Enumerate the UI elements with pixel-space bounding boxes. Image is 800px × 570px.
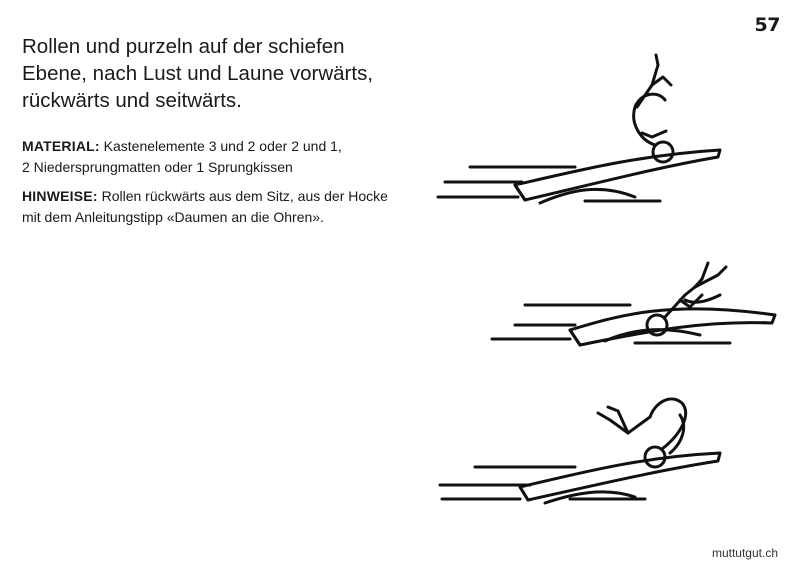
material-label: MATERIAL: — [22, 138, 100, 154]
title-line-1: Rollen und purzeln auf der schiefen — [22, 35, 345, 58]
flat-mat — [570, 309, 775, 345]
sideways-roll-illustration — [480, 255, 780, 365]
title-line-2: Ebene, nach Lust und Laune vorwärts, — [22, 62, 374, 85]
footer-url: muttutgut.ch — [711, 546, 778, 560]
inclined-mat — [515, 150, 720, 203]
hints-label: HINWEISE: — [22, 188, 98, 204]
speed-lines — [438, 167, 660, 201]
hints-text-1: Rollen rückwärts aus dem Sitz, aus der Hocke — [101, 188, 388, 204]
page-title — [22, 33, 402, 114]
hints-text-2: mit dem Anleitungstipp «Daumen an die Ohren». — [22, 209, 324, 225]
material-text-1: Kastenelemente 3 und 2 oder 2 und 1, — [103, 138, 342, 154]
page-number: 57 — [754, 14, 780, 36]
rolling-figure — [634, 55, 673, 162]
forward-roll-illustration — [430, 45, 730, 215]
material-text-2: 2 Niedersprungmatten oder 1 Sprungkissen — [22, 159, 293, 175]
title-line-3: rückwärts und seitwärts. — [22, 89, 242, 112]
backward-roll-illustration — [430, 395, 730, 515]
hints-section — [22, 186, 412, 228]
inclined-mat — [520, 453, 720, 503]
material-section — [22, 136, 412, 178]
